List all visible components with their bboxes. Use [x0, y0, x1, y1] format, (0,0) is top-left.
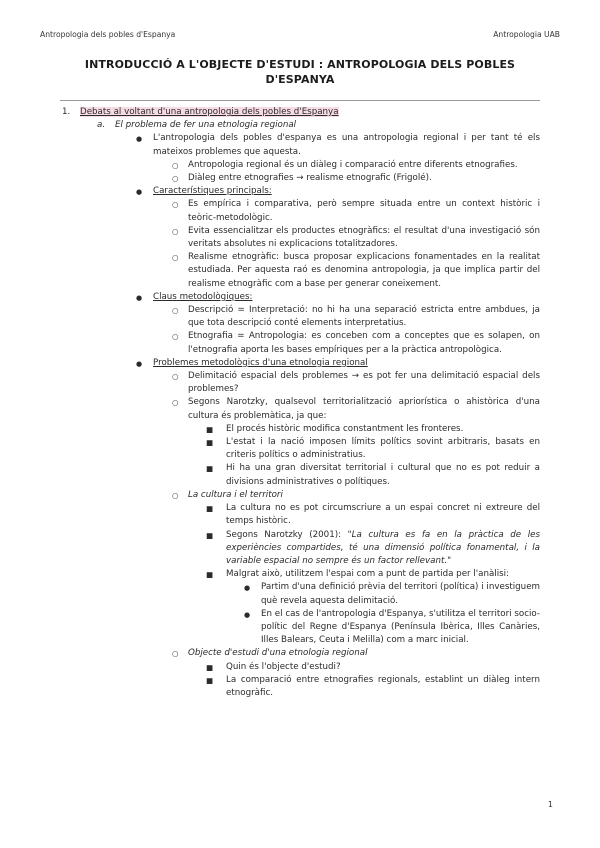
list-item: ○ Diàleg entre etnografies → realisme etnografic (Frigolé).	[0, 172, 600, 185]
subsection-heading	[0, 119, 600, 132]
page-number: 1	[547, 800, 553, 809]
list-item: ○ La cultura i el territori	[0, 489, 600, 502]
circle-bullet-icon: ○	[172, 253, 179, 263]
page-title: INTRODUCCIÓ A L'OBJECTE D'ESTUDI : ANTROPOLOGIA DELS POBLES D'ESPANYA	[84, 58, 516, 86]
list-item: ○ Etnografia = Antropologia: es conceben com a conceptes que es solapen, on l'etnografia aporta les bases empíriques per a la pràctica antropològica.	[172, 331, 540, 355]
list-item: ■ L'estat i la nació imposen límits polítics sovint arbitraris, basats en criteris polítics o administratius.	[206, 437, 540, 461]
list-item: ○ Antropologia regional és un diàleg i comparació entre diferents etnografies.	[0, 159, 600, 172]
square-bullet-icon: ■	[206, 504, 214, 514]
square-bullet-icon: ■	[206, 438, 214, 448]
square-bullet-icon: ■	[206, 464, 214, 474]
circle-bullet-icon: ○	[172, 306, 179, 316]
list-item: ■ El procés històric modifica constantment les fronteres.	[0, 423, 600, 436]
circle-bullet-icon: ○	[172, 490, 179, 500]
circle-bullet-icon: ○	[172, 372, 179, 382]
list-item: ● Problemes metodològics d'una etnologia regional	[0, 357, 600, 370]
square-bullet-icon: ■	[206, 662, 214, 672]
circle-bullet-icon: ○	[172, 398, 179, 408]
bullet-icon: ●	[136, 293, 143, 302]
square-bullet-icon: ■	[206, 675, 214, 685]
bullet-icon: ●	[136, 188, 143, 197]
list-item: ■ Segons Narotzky (2001): "La cultura es fa en la pràctica de les experiències compartides, té una dimensió política fonamental, i la variable espacial no sempre és un factor rellevant."	[206, 529, 540, 566]
subsection-letter: a.	[97, 120, 106, 131]
list-item: ■ La comparació entre etnografies regionals, establint un diàleg intern etnogràfic.	[206, 674, 540, 698]
list-item: ■ Quin és l'objecte d'estudi?	[0, 661, 600, 674]
list-item: ● En el cas de l'antropologia d'Espanya, s'utilitza el territori socio-polític del Regne d'Espanya (Península Ibèrica, Illes Canàries, Illes Balears, Ceuta i Melilla) com a marc inicial.	[244, 608, 540, 646]
subsection-heading-text: El problema de fer una etnologia regional	[115, 120, 297, 131]
running-header-left: Antropologia dels pobles d'Espanya	[40, 30, 176, 39]
list-item: ○ Evita essencialitzar els productes etnogràfics: el resultat d'una investigació són veritats absolutes ni explicacions totalitzadores.	[172, 225, 540, 250]
section-heading-text: Debats al voltant d'una antropologia dels pobles d'Espanya	[80, 107, 339, 117]
list-item: ■ La cultura no es pot circumscriure a un espai concret ni extreure del temps històric.	[206, 503, 540, 527]
list-item: ○ Es empírica i comparativa, però sempre situada entre un context històric i teòric-metodològic.	[172, 199, 540, 223]
bullet-icon: ●	[244, 610, 251, 619]
running-header-right: Antropologia UAB	[493, 30, 560, 39]
section-number: 1.	[62, 107, 71, 117]
list-item: ● Partim d'una definició prèvia del territori (política) i investiguem què revela aquesta delimitació.	[244, 582, 540, 606]
list-item: ○ Delimitació espacial dels problemes → es pot fer una delimitació espacial dels problemes?	[172, 371, 540, 395]
list-item: ● Característiques principals:	[0, 185, 600, 198]
title-divider	[60, 100, 540, 101]
list-item: ■ Hi ha una gran diversitat territorial i cultural que no es pot reduir a divisions administratives o polítiques.	[206, 463, 540, 487]
circle-bullet-icon: ○	[172, 226, 179, 236]
square-bullet-icon: ■	[206, 424, 214, 434]
document-body	[0, 106, 600, 700]
square-bullet-icon: ■	[206, 530, 214, 540]
list-item: ○ Segons Narotzky, qualsevol territorialització apriorística o ahistòrica d'una cultura és problemàtica, ja que:	[172, 397, 540, 421]
circle-bullet-icon: ○	[172, 200, 179, 210]
square-bullet-icon: ■	[206, 570, 214, 580]
bullet-icon: ●	[244, 584, 251, 593]
bullet-icon: ●	[136, 135, 143, 144]
list-item: ○ Objecte d'estudi d'una etnologia regional	[0, 647, 600, 660]
circle-bullet-icon: ○	[172, 649, 179, 659]
list-item: ● L'antropologia dels pobles d'espanya es una antropologia regional i per tant té els mateixos problemes que aquesta.	[136, 133, 540, 157]
bullet-icon: ●	[136, 359, 143, 368]
list-item: ● Claus metodològiques:	[0, 291, 600, 304]
list-item: ○ Descripció = Interpretació: no hi ha una separació estricta entre ambdues, ja que tota descripció conté elements interpretatius.	[172, 305, 540, 329]
section-heading	[0, 106, 600, 119]
narotzky-quote: La cultura es fa en la pràctica de les experiències compartides, té una dimensió política fonamental, i la variable espacial no sempre és un factor rellevant.	[226, 529, 540, 566]
circle-bullet-icon: ○	[172, 174, 179, 184]
list-item: ○ Realisme etnogràfic: busca proposar explicacions fonamentades en la realitat estudiada. Per aquesta raó es denomina antropologia, ja que implica partir del realisme etnogràfic com a base per generar coneixement.	[172, 252, 540, 289]
circle-bullet-icon: ○	[172, 160, 179, 170]
circle-bullet-icon: ○	[172, 332, 179, 342]
list-item: ■ Malgrat això, utilitzem l'espai com a punt de partida per l'anàlisi:	[0, 568, 600, 581]
